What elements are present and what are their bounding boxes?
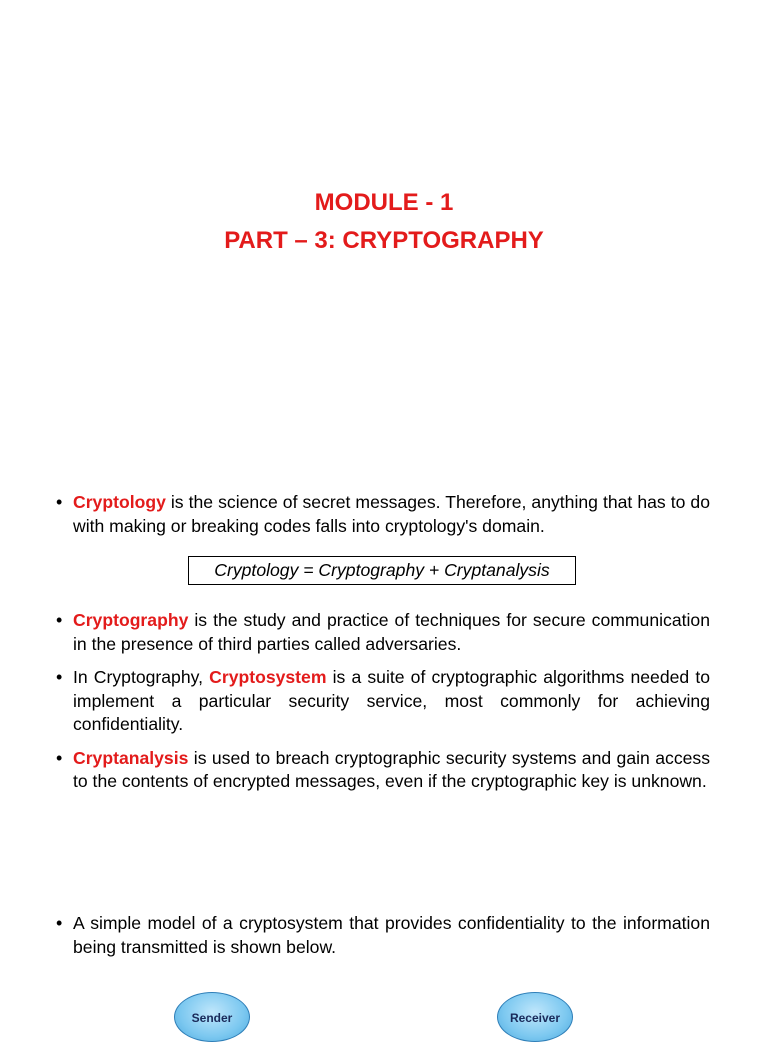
bullet-cryptanalysis <box>56 747 710 794</box>
bullet-text: is the science of secret messages. Therefore, anything that has to do with making or breaking codes falls into cryptology's domain. <box>73 492 710 536</box>
module-title: MODULE - 1 <box>314 189 454 216</box>
bullet-cryptography <box>56 609 710 656</box>
part-title: PART – 3: CRYPTOGRAPHY <box>224 227 544 254</box>
bullet-dot: • <box>56 492 63 512</box>
bullet-group-1 <box>56 491 710 538</box>
bullet-dot: • <box>56 913 63 933</box>
term-cryptology: Cryptology <box>73 492 166 512</box>
bullet-group-3 <box>56 912 710 959</box>
bullet-dot: • <box>56 610 63 630</box>
bullet-text: is used to breach cryptographic security systems and gain access to the contents of encrypted messages, even if the cryptographic key is unknown. <box>73 747 710 791</box>
sender-label: Sender <box>191 1011 233 1025</box>
bullet-text: is the study and practice of techniques for secure communication in the presence of third parties called adversaries. <box>73 610 710 654</box>
title-block <box>0 184 768 260</box>
sender-node <box>174 992 250 1042</box>
bullet-cryptosystem <box>56 666 710 737</box>
term-cryptosystem: Cryptosystem <box>209 667 327 687</box>
bullet-group-2 <box>56 609 710 794</box>
receiver-node <box>497 992 573 1042</box>
term-cryptography: Cryptography <box>73 610 189 630</box>
term-cryptanalysis: Cryptanalysis <box>73 747 189 768</box>
bullet-cryptology <box>56 491 710 538</box>
bullet-dot: • <box>56 747 63 768</box>
bullet-prefix: In Cryptography, <box>73 667 210 687</box>
bullet-model <box>56 912 710 959</box>
receiver-label: Receiver <box>509 1011 561 1025</box>
formula-box: Cryptology = Cryptography + Cryptanalysis <box>188 556 576 585</box>
bullet-dot: • <box>56 667 63 687</box>
bullet-text: is a suite of cryptographic algorithms needed to implement a particular security service, most commonly for achieving confidentiality. <box>73 667 710 734</box>
bullet-text: A simple model of a cryptosystem that provides confidentiality to the information being transmitted is shown below. <box>73 913 710 957</box>
